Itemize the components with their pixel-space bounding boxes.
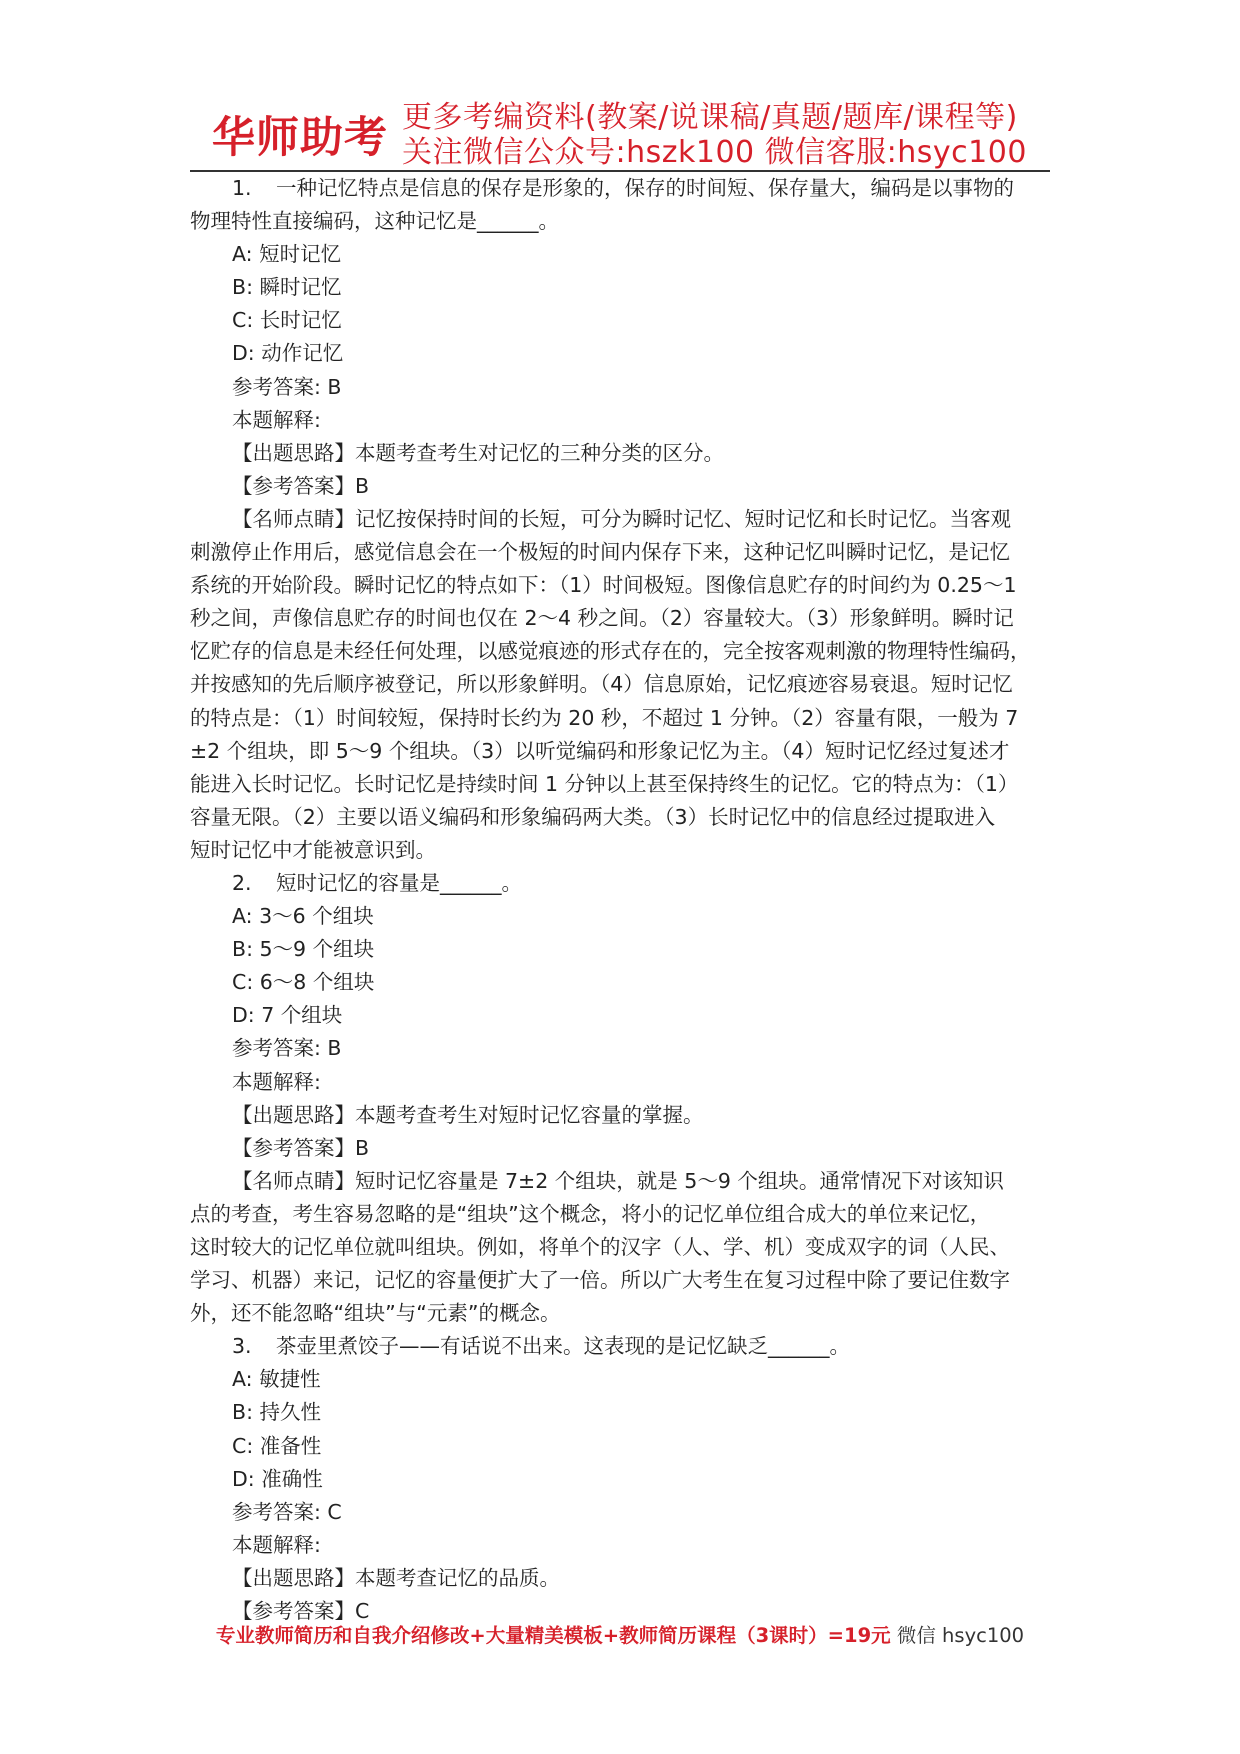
- question-stem: [190, 172, 1050, 205]
- teacher-comment: [190, 503, 1050, 867]
- option-d: D: 准确性: [232, 1466, 323, 1491]
- question-idea: 【出题思路】本题考查考生对记忆的三种分类的区分。: [232, 440, 724, 465]
- explanation-label: 本题解释:: [232, 1069, 321, 1094]
- teacher-comment-line: 这时较大的记忆单位就叫组块。例如，将单个的汉字（人、学、机）变成双字的词（人民、: [190, 1235, 1010, 1259]
- question-number: 1.: [232, 176, 252, 200]
- question-stem-text: 短时记忆的容量是______。: [276, 870, 522, 895]
- question-1: [190, 172, 1050, 867]
- footer-promo-text: 专业教师简历和自我介绍修改+大量精美模板+教师简历课程（3课时）=19元: [215, 1624, 891, 1647]
- teacher-comment-line: 秒之间，声像信息贮存的时间也仅在 2～4 秒之间。（2）容量较大。（3）形象鲜明。瞬时记: [190, 606, 1014, 631]
- option-c: C: 长时记忆: [232, 308, 342, 333]
- teacher-comment-line: 并按感知的先后顺序被登记，所以形象鲜明。（4）信息原始，记忆痕迹容易衰退。短时记忆: [190, 672, 1013, 697]
- explanation-label: 本题解释:: [232, 407, 321, 432]
- reference-answer: 【参考答案】C: [232, 1599, 370, 1624]
- explanation-label: 本题解释:: [232, 1532, 321, 1557]
- teacher-comment-line: 忆贮存的信息是未经任何处理，以感觉痕迹的形式存在的，完全按客观刺激的物理特性编码，: [190, 639, 1031, 664]
- option-a: A: 敏捷性: [232, 1367, 321, 1392]
- teacher-comment-line: 容量无限。（2）主要以语义编码和形象编码两大类。（3）长时记忆中的信息经过提取进入: [190, 804, 996, 829]
- footer-contact: 微信 hsyc100: [890, 1624, 1025, 1647]
- question-stem: [190, 867, 1050, 900]
- teacher-comment-line: 学习、机器）来记，记忆的容量便扩大了一倍。所以广大考生在复习过程中除了要记住数字: [190, 1268, 1010, 1293]
- question-idea: 【出题思路】本题考查考生对短时记忆容量的掌握。: [232, 1102, 704, 1127]
- banner-promo-line: 更多考编资料(教案/说课稿/真题/题库/课程等): [402, 100, 1018, 135]
- teacher-comment-line: 【名师点睛】短时记忆容量是 7±2 个组块，就是 5～9 个组块。通常情况下对该知识: [232, 1168, 1004, 1193]
- reference-answer: 【参考答案】B: [232, 473, 370, 498]
- answer: 参考答案: C: [232, 1499, 342, 1524]
- header-banner: [212, 92, 1042, 170]
- question-stem-text: 一种记忆特点是信息的保存是形象的，保存的时间短、保存量大，编码是以事物的: [276, 176, 1014, 200]
- option-b: B: 5～9 个组块: [232, 937, 375, 962]
- question-number: 2.: [232, 870, 252, 895]
- question-2: [190, 867, 1050, 1330]
- option-b: B: 瞬时记忆: [232, 275, 342, 300]
- option-c: C: 6～8 个组块: [232, 970, 375, 995]
- teacher-comment-line: 外，还不能忽略“组块”与“元素”的概念。: [190, 1301, 561, 1326]
- teacher-comment-line: 刺激停止作用后，感觉信息会在一个极短的时间内保存下来，这种记忆叫瞬时记忆，是记忆: [190, 540, 1010, 565]
- teacher-comment-line: 【名师点睛】记忆按保持时间的长短，可分为瞬时记忆、短时记忆和长时记忆。当客观: [232, 506, 1011, 531]
- teacher-comment-line: 的特点是：（1）时间较短，保持时长约为 20 秒，不超过 1 分钟。（2）容量有限，一般为 7: [190, 705, 1019, 730]
- document-body: [190, 172, 1050, 1628]
- option-a: A: 短时记忆: [232, 242, 342, 267]
- question-number: 3.: [232, 1334, 252, 1359]
- teacher-comment-line: 短时记忆中才能被意识到。: [190, 837, 436, 862]
- question-stem-continued: 物理特性直接编码，这种记忆是______。: [190, 209, 559, 234]
- question-3: [190, 1330, 1050, 1628]
- answer: 参考答案: B: [232, 1036, 342, 1061]
- teacher-comment-line: 能进入长时记忆。长时记忆是持续时间 1 分钟以上甚至保持终生的记忆。它的特点为：（1）: [190, 771, 1019, 796]
- teacher-comment-line: 点的考查，考生容易忽略的是“组块”这个概念，将小的记忆单位组合成大的单位来记忆，: [190, 1201, 991, 1226]
- question-idea: 【出题思路】本题考查记忆的品质。: [232, 1565, 560, 1590]
- teacher-comment-line: ±2 个组块，即 5～9 个组块。（3）以听觉编码和形象记忆为主。（4）短时记忆经过复述才: [190, 738, 1010, 763]
- answer: 参考答案: B: [232, 374, 342, 399]
- question-stem: [190, 1330, 1050, 1363]
- question-stem-text: 茶壶里煮饺子——有话说不出来。这表现的是记忆缺乏______。: [276, 1334, 850, 1359]
- footer-promo: [0, 1620, 1240, 1648]
- option-a: A: 3～6 个组块: [232, 904, 374, 929]
- teacher-comment-line: 系统的开始阶段。瞬时记忆的特点如下：（1）时间极短。图像信息贮存的时间约为 0.25～1: [190, 573, 1017, 598]
- banner-contact-line: 关注微信公众号:hszk100 微信客服:hsyc100: [402, 135, 1027, 170]
- option-d: D: 7 个组块: [232, 1003, 343, 1028]
- option-b: B: 持久性: [232, 1400, 321, 1425]
- reference-answer: 【参考答案】B: [232, 1135, 370, 1160]
- teacher-comment: [190, 1165, 1050, 1330]
- option-c: C: 准备性: [232, 1433, 322, 1458]
- option-d: D: 动作记忆: [232, 341, 344, 366]
- brand-logo: 华师助考: [212, 113, 388, 163]
